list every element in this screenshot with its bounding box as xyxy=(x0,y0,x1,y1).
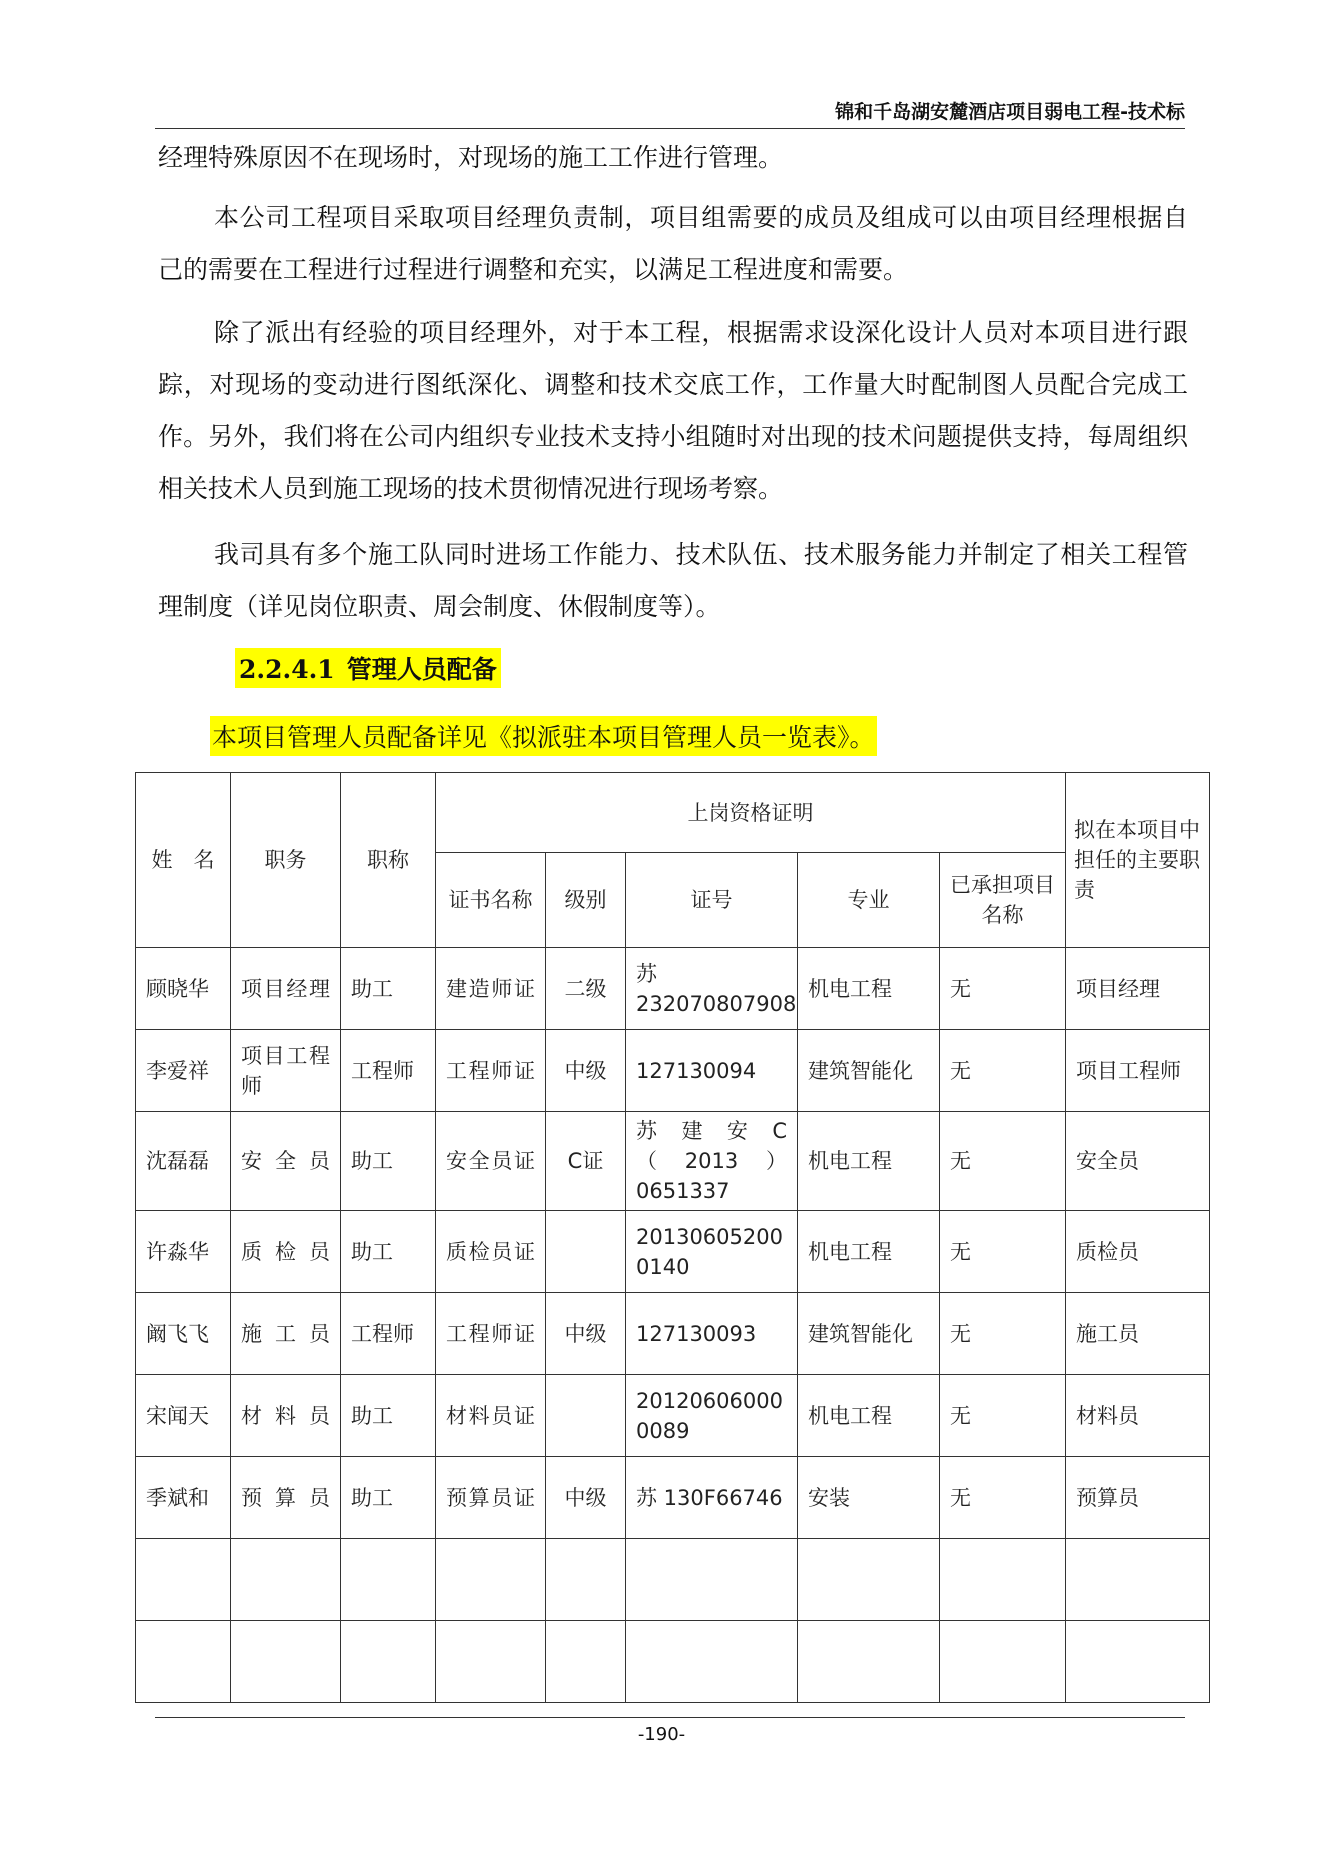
section-title: 管理人员配备 xyxy=(346,655,497,684)
paragraph-4: 我司具有多个施工队同时进场工作能力、技术队伍、技术服务能力并制定了相关工程管理制度（详见岗位职责、周会制度、休假制度等）。 xyxy=(158,540,1188,621)
cell-cert-name: 质检员证 xyxy=(436,1211,546,1293)
header-cert-name: 证书名称 xyxy=(436,853,546,948)
cell-major: 机电工程 xyxy=(798,1375,940,1457)
cell-name: 宋闻天 xyxy=(136,1375,231,1457)
cell-projects: 无 xyxy=(940,1293,1066,1375)
cell-major: 机电工程 xyxy=(798,1112,940,1211)
header-name: 姓 名 xyxy=(136,773,231,948)
cell-cert-no: 苏 232070807908 xyxy=(626,948,798,1030)
cell-level: C证 xyxy=(546,1112,626,1211)
cell-cert-no: 127130094 xyxy=(626,1030,798,1112)
cell-name: 季斌和 xyxy=(136,1457,231,1539)
paragraph-3: 除了派出有经验的项目经理外，对于本工程，根据需求设深化设计人员对本项目进行跟踪，对现场的变动进行图纸深化、调整和技术交底工作，工作量大时配制图人员配合完成工作。另外，我们将在公司内组织专业技术支持小组随时对出现的技术问题提供支持，每周组织相关技术人员到施工现场的技术贯彻情况进行现场考察。 xyxy=(158,318,1188,503)
header-duty: 拟在本项目中担任的主要职责 xyxy=(1066,773,1210,948)
cell-name: 顾晓华 xyxy=(136,948,231,1030)
section-heading xyxy=(235,648,501,688)
cell-cert-no: 苏建安C（2013）0651337 xyxy=(626,1112,798,1211)
cell-duty: 材料员 xyxy=(1066,1375,1210,1457)
cell-name: 李爱祥 xyxy=(136,1030,231,1112)
header-post: 职务 xyxy=(231,773,341,948)
page-number: -190- xyxy=(637,1724,686,1745)
cell-name: 阚飞飞 xyxy=(136,1293,231,1375)
cell-cert-name: 工程师证 xyxy=(436,1030,546,1112)
footer-rule xyxy=(155,1717,1185,1718)
cell-level: 中级 xyxy=(546,1293,626,1375)
cell-cert-name: 安全员证 xyxy=(436,1112,546,1211)
cell-projects: 无 xyxy=(940,1375,1066,1457)
cell-cert-name: 建造师证 xyxy=(436,948,546,1030)
cell-title: 助工 xyxy=(341,1211,436,1293)
header-rule xyxy=(155,128,1185,129)
cell-level: 中级 xyxy=(546,1030,626,1112)
cell-post: 安全员 xyxy=(231,1112,341,1211)
table-row xyxy=(136,1293,1210,1375)
cell-projects: 无 xyxy=(940,1112,1066,1211)
cell-cert-no: 苏 130F66746 xyxy=(626,1457,798,1539)
table-header-row xyxy=(136,773,1210,853)
cell-projects: 无 xyxy=(940,1457,1066,1539)
header-projects: 已承担项目名称 xyxy=(940,853,1066,948)
cell-post: 项目工程师 xyxy=(231,1030,341,1112)
table-row xyxy=(136,1211,1210,1293)
section-number: 2.2.4.1 xyxy=(239,655,335,684)
header-major: 专业 xyxy=(798,853,940,948)
cell-name: 许淼华 xyxy=(136,1211,231,1293)
cell-major: 安装 xyxy=(798,1457,940,1539)
cell-title: 工程师 xyxy=(341,1030,436,1112)
table-row xyxy=(136,1457,1210,1539)
cell-duty: 安全员 xyxy=(1066,1112,1210,1211)
header-qualification: 上岗资格证明 xyxy=(436,773,1066,853)
cell-title: 助工 xyxy=(341,1112,436,1211)
cell-cert-no: 201206060000089 xyxy=(626,1375,798,1457)
table-row xyxy=(136,948,1210,1030)
cell-major: 机电工程 xyxy=(798,948,940,1030)
cell-duty: 施工员 xyxy=(1066,1293,1210,1375)
cell-major: 建筑智能化 xyxy=(798,1293,940,1375)
cell-duty: 项目工程师 xyxy=(1066,1030,1210,1112)
table-row xyxy=(136,1375,1210,1457)
cell-cert-name: 工程师证 xyxy=(436,1293,546,1375)
table-row xyxy=(136,1030,1210,1112)
cell-title: 助工 xyxy=(341,948,436,1030)
cell-level xyxy=(546,1375,626,1457)
cell-post: 质检员 xyxy=(231,1211,341,1293)
staff-table xyxy=(135,772,1210,1703)
cell-duty: 质检员 xyxy=(1066,1211,1210,1293)
cell-name: 沈磊磊 xyxy=(136,1112,231,1211)
cell-major: 机电工程 xyxy=(798,1211,940,1293)
header-cert-no: 证号 xyxy=(626,853,798,948)
cell-title: 助工 xyxy=(341,1375,436,1457)
paragraph-2: 本公司工程项目采取项目经理负责制，项目组需要的成员及组成可以由项目经理根据自己的需要在工程进行过程进行调整和充实，以满足工程进度和需要。 xyxy=(158,203,1188,284)
page-header-title: 锦和千岛湖安麓酒店项目弱电工程-技术标 xyxy=(835,101,1185,123)
paragraph-1: 经理特殊原因不在现场时，对现场的施工工作进行管理。 xyxy=(158,143,784,172)
table-row xyxy=(136,1112,1210,1211)
cell-post: 预算员 xyxy=(231,1457,341,1539)
cell-level: 二级 xyxy=(546,948,626,1030)
cell-post: 施工员 xyxy=(231,1293,341,1375)
cell-post: 材料员 xyxy=(231,1375,341,1457)
header-title: 职称 xyxy=(341,773,436,948)
cell-projects: 无 xyxy=(940,1030,1066,1112)
cell-level: 中级 xyxy=(546,1457,626,1539)
cell-duty: 预算员 xyxy=(1066,1457,1210,1539)
cell-title: 助工 xyxy=(341,1457,436,1539)
cell-title: 工程师 xyxy=(341,1293,436,1375)
cell-cert-name: 材料员证 xyxy=(436,1375,546,1457)
cell-level xyxy=(546,1211,626,1293)
cell-major: 建筑智能化 xyxy=(798,1030,940,1112)
table-empty-row xyxy=(136,1539,1210,1621)
cell-cert-name: 预算员证 xyxy=(436,1457,546,1539)
cell-cert-no: 201306052000140 xyxy=(626,1211,798,1293)
cell-cert-no: 127130093 xyxy=(626,1293,798,1375)
cell-projects: 无 xyxy=(940,948,1066,1030)
cell-post: 项目经理 xyxy=(231,948,341,1030)
header-level: 级别 xyxy=(546,853,626,948)
table-empty-row xyxy=(136,1621,1210,1703)
cell-duty: 项目经理 xyxy=(1066,948,1210,1030)
table-note: 本项目管理人员配备详见《拟派驻本项目管理人员一览表》。 xyxy=(210,716,877,756)
cell-projects: 无 xyxy=(940,1211,1066,1293)
